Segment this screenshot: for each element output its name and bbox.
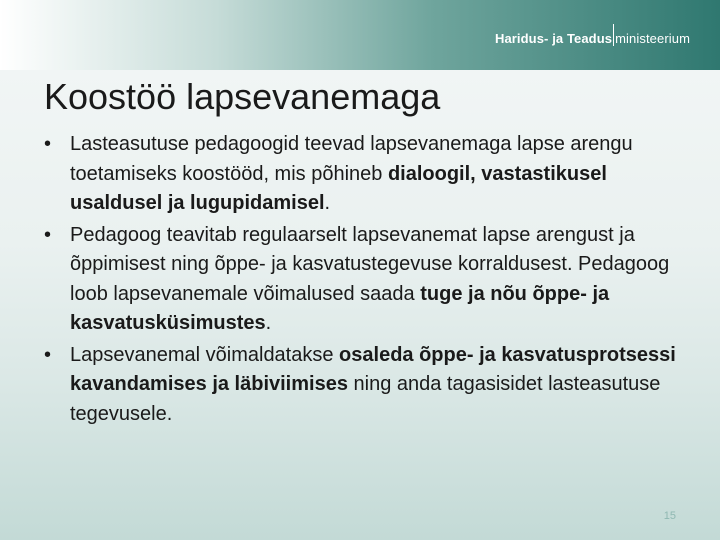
bullet-text [70,133,633,214]
text-run-bold: dialoogil, vastastikusel usaldusel ja lugupidamisel [70,162,607,214]
bullet-marker: • [44,223,52,246]
bullet-marker: • [44,133,52,155]
bullet-item [44,130,684,219]
bullet-marker: • [44,343,52,366]
text-run: ning anda tagasisidet lasteasutuse tegevusele. [70,373,661,425]
bullet-list [44,130,684,431]
logo-text-ministeerium: ministeerium [615,30,690,46]
text-run: Lasteasutuse pedagoogid teevad lapsevanemaga lapse arengu toetamiseks koostööd, mis põhineb [70,133,633,185]
bullet-text [70,344,676,425]
bullet-item [44,341,684,430]
bullet-text [70,224,669,335]
text-run-bold: osaleda õppe- ja kasvatusprotsessi kavandamises ja läbiviimises [70,343,676,395]
bullet-item [44,221,684,339]
logo-divider [613,24,614,46]
logo-text-haridus: Haridus- ja Teadus [494,30,613,46]
text-run: . [324,192,331,214]
ministry-logo [495,28,690,48]
slide-title: Koostöö lapsevanemaga [44,76,441,117]
text-run: Lapsevanemal võimaldatakse [70,343,340,366]
page-number: 15 [663,510,676,522]
text-run: . [265,312,272,334]
text-run-bold: tuge ja nõu õppe- ja kasvatusküsimustes [70,282,610,334]
text-run: Pedagoog teavitab regulaarselt lapsevanemat lapse arengust ja õppimisest ning õppe- ja kasvatustegevuse korraldusest. Pedagoog loob lapsevanemale võimalused saada [70,223,670,305]
header-banner [0,0,720,70]
